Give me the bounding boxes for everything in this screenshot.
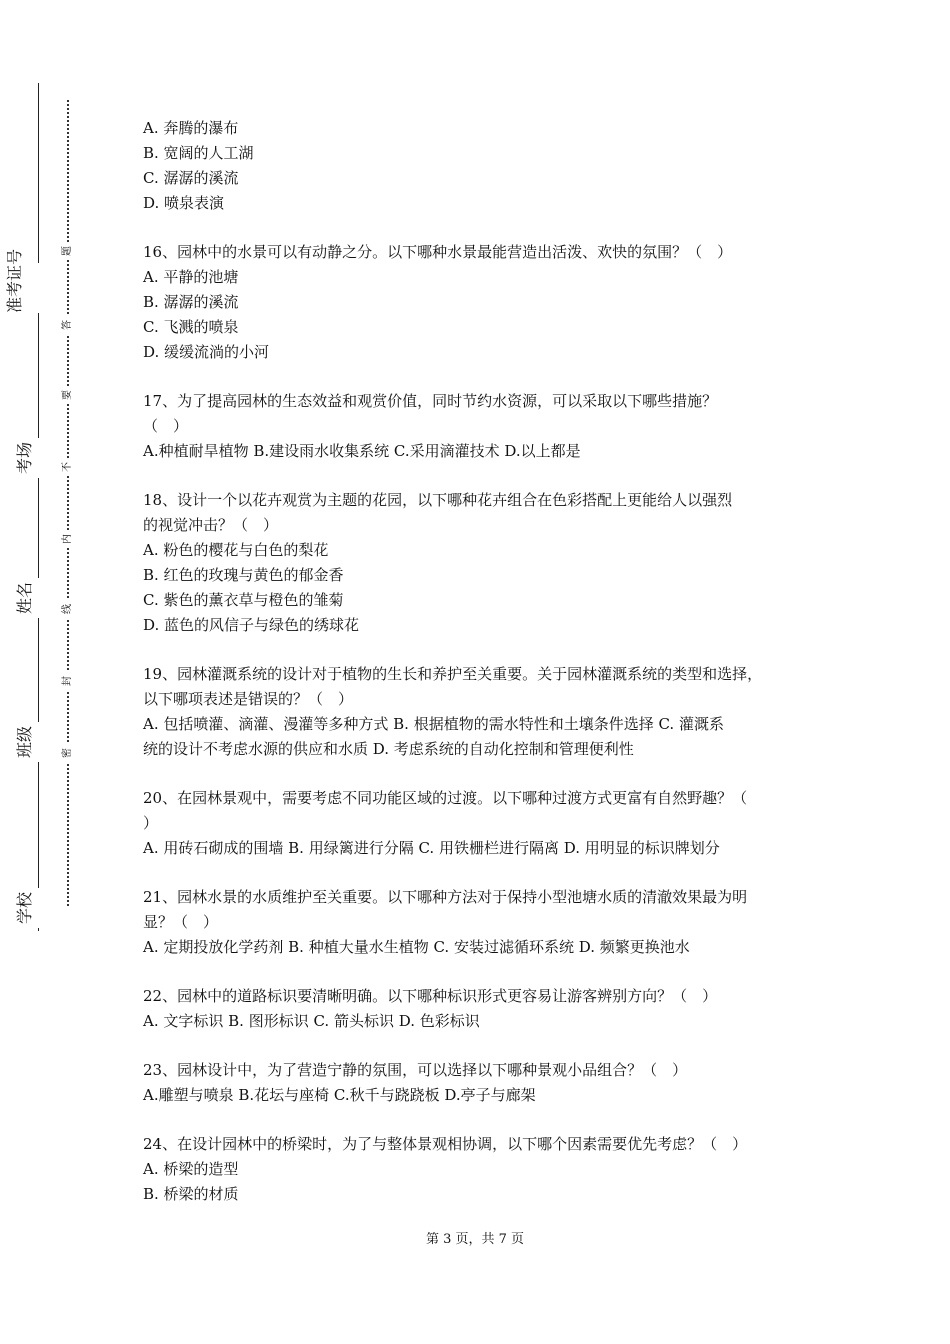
answer-option: D. 蓝色的风信子与绿色的绣球花 [143,616,360,634]
question-stem-line: 24、在设计园林中的桥梁时，为了与整体景观相协调，以下哪个因素需要优先考虑？（ ） [143,1135,748,1153]
binding-dotted-line [67,100,69,906]
question-stem-line: 22、园林中的道路标识要清晰明确。以下哪种标识形式更容易让游客辨别方向？（ ） [143,987,718,1005]
answer-option: A. 用砖石砌成的围墙 B. 用绿篱进行分隔 C. 用铁栅栏进行隔离 D. 用明显的标识牌划分 [143,839,720,857]
answer-option: 统的设计不考虑水源的供应和水质 D. 考虑系统的自动化控制和管理便利性 [143,740,634,758]
question-stem-line: 18、设计一个以花卉观赏为主题的花园，以下哪种花卉组合在色彩搭配上更能给人以强烈 [143,491,733,509]
answer-option: A. 粉色的樱花与白色的梨花 [143,541,329,559]
field-label-name: 姓名 [15,578,55,618]
seal-char: 题 [59,242,77,260]
answer-option: C. 飞溅的喷泉 [143,318,239,336]
question-stem-line: 23、园林设计中，为了营造宁静的氛围，可以选择以下哪种景观小品组合？（ ） [143,1061,688,1079]
question-stem-line: 的视觉冲击？（ ） [143,516,279,534]
question-q17 [143,389,823,464]
question-q16 [143,240,823,365]
seal-char: 内 [59,530,77,548]
answer-option: D. 缓缓流淌的小河 [143,343,270,361]
seal-char: 不 [59,458,77,476]
question-q15-tail [143,116,823,216]
seal-char: 答 [59,316,77,334]
question-stem-line: ） [143,814,159,832]
field-label-class: 班级 [15,722,55,762]
question-stem-line: 19、园林灌溉系统的设计对于植物的生长和养护至关重要。关于园林灌溉系统的类型和选择， [143,665,763,683]
answer-option: C. 紫色的薰衣草与橙色的雏菊 [143,591,344,609]
page-footer: 第 3 页，共 7 页 [425,1232,525,1247]
answer-option: A. 奔腾的瀑布 [143,119,239,137]
seal-char: 密 [59,744,77,762]
answer-option: B. 宽阔的人工湖 [143,144,254,162]
answer-option: A. 定期投放化学药剂 B. 种植大量水生植物 C. 安装过滤循环系统 D. 频繁更换池水 [143,938,690,956]
question-stem-line: 21、园林水景的水质维护至关重要。以下哪种方法对于保持小型池塘水质的清澈效果最为明 [143,888,748,906]
question-q23 [143,1058,823,1108]
question-q22 [143,984,823,1034]
answer-option: B. 桥梁的材质 [143,1185,239,1203]
answer-option: A. 平静的池塘 [143,268,239,286]
answer-option: A.雕塑与喷泉 B.花坛与座椅 C.秋千与跷跷板 D.亭子与廊架 [143,1086,536,1104]
field-label-exam-room: 考场 [15,438,55,478]
seal-char: 线 [59,600,77,618]
field-label-school: 学校 [15,888,55,928]
binding-margin [0,0,90,1344]
question-q18 [143,488,823,638]
question-q19 [143,662,823,762]
answer-option: B. 潺潺的溪流 [143,293,239,311]
answer-option: A. 桥梁的造型 [143,1160,239,1178]
answer-option: A.种植耐旱植物 B.建设雨水收集系统 C.采用滴灌技术 D.以上都是 [143,442,581,460]
answer-option: B. 红色的玫瑰与黄色的郁金香 [143,566,344,584]
question-stem-line: 20、在园林景观中，需要考虑不同功能区域的过渡。以下哪种过渡方式更富有自然野趣？（ [143,789,748,807]
answer-option: A. 包括喷灌、滴灌、漫灌等多种方式 B. 根据植物的需水特性和土壤条件选择 C. 灌溉系 [143,715,724,733]
question-q24 [143,1132,823,1207]
question-stem-line: 16、园林中的水景可以有动静之分。以下哪种水景最能营造出活泼、欢快的氛围？（ ） [143,243,733,261]
answer-option: C. 潺潺的溪流 [143,169,239,187]
question-stem-line: 17、为了提高园林的生态效益和观赏价值，同时节约水资源，可以采取以下哪些措施？ [143,392,718,410]
question-q20 [143,786,823,861]
binding-solid-line [38,83,39,931]
seal-char: 要 [59,386,77,404]
field-label-exam-id: 准考证号 [5,263,65,313]
question-stem-line: 显？（ ） [143,913,219,931]
question-q21 [143,885,823,960]
answer-option: A. 文字标识 B. 图形标识 C. 箭头标识 D. 色彩标识 [143,1012,480,1030]
question-stem-line: （ ） [143,417,189,435]
question-stem-line: 以下哪项表述是错误的？（ ） [143,690,354,708]
answer-option: D. 喷泉表演 [143,194,225,212]
seal-char: 封 [59,672,77,690]
question-list [143,116,823,1231]
